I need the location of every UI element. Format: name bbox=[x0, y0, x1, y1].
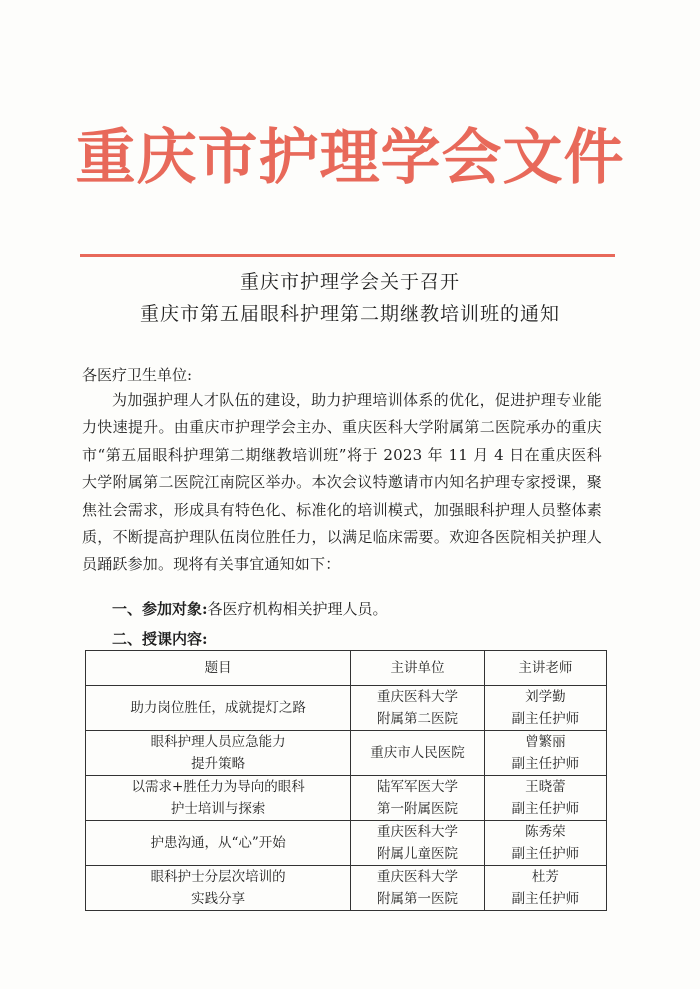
cell-unit-line: 重庆医科大学 bbox=[377, 824, 459, 840]
cell-teacher-line: 陈秀荣 bbox=[525, 824, 566, 840]
cell-teacher-line: 曾繁丽 bbox=[525, 734, 566, 750]
table-row bbox=[86, 686, 607, 731]
cell-topic bbox=[86, 821, 351, 866]
cell-topic-line: 眼科护理人员应急能力 bbox=[150, 734, 286, 750]
cell-topic-line: 护患沟通，从“心”开始 bbox=[150, 835, 286, 851]
lecture-table bbox=[85, 650, 607, 911]
table-body bbox=[86, 686, 607, 911]
cell-topic-line: 实践分享 bbox=[191, 891, 246, 907]
table-row bbox=[86, 776, 607, 821]
cell-unit-line: 附属儿童医院 bbox=[377, 846, 459, 862]
cell-teacher bbox=[484, 821, 606, 866]
cell-unit bbox=[351, 731, 484, 776]
section-lectures-label: 二、授课内容: bbox=[112, 630, 208, 648]
cell-teacher-line: 副主任护师 bbox=[511, 711, 580, 727]
cell-unit-line: 附属第一医院 bbox=[377, 891, 459, 907]
cell-teacher-line: 杜芳 bbox=[531, 869, 559, 885]
table-row bbox=[86, 821, 607, 866]
cell-topic-line: 助力岗位胜任，成就提灯之路 bbox=[130, 700, 306, 716]
cell-unit bbox=[351, 821, 484, 866]
cell-unit bbox=[351, 866, 484, 911]
cell-topic-line: 护士培训与探索 bbox=[170, 801, 266, 817]
salutation: 各医疗卫生单位: bbox=[82, 366, 193, 384]
cell-topic bbox=[86, 686, 351, 731]
cell-teacher bbox=[484, 776, 606, 821]
section-lectures bbox=[112, 628, 208, 650]
cell-unit-line: 重庆医科大学 bbox=[377, 869, 459, 885]
section-participants-text: 各医疗机构相关护理人员。 bbox=[207, 600, 388, 618]
notice-title-line2: 重庆市第五届眼科护理第二期继教培训班的通知 bbox=[139, 303, 560, 325]
cell-unit-line: 重庆市人民医院 bbox=[370, 745, 465, 761]
cell-teacher bbox=[484, 686, 606, 731]
cell-teacher-line: 王晓蕾 bbox=[525, 779, 566, 795]
cell-topic-line: 提升策略 bbox=[191, 756, 246, 772]
cell-topic-line: 以需求+胜任力为导向的眼科 bbox=[131, 779, 305, 795]
table-header-row bbox=[86, 651, 607, 686]
notice-title-line1: 重庆市护理学会关于召开 bbox=[239, 271, 460, 293]
cell-teacher bbox=[484, 866, 606, 911]
cell-unit bbox=[351, 776, 484, 821]
cell-teacher-line: 副主任护师 bbox=[511, 801, 580, 817]
cell-teacher-line: 副主任护师 bbox=[511, 891, 580, 907]
header-teacher: 主讲老师 bbox=[484, 651, 606, 686]
cell-unit-line: 第一附属医院 bbox=[377, 801, 459, 817]
cell-teacher bbox=[484, 731, 606, 776]
section-participants bbox=[112, 598, 388, 620]
cell-teacher-line: 刘学勤 bbox=[525, 689, 566, 705]
cell-topic bbox=[86, 866, 351, 911]
cell-teacher-line: 副主任护师 bbox=[511, 846, 580, 862]
table-row bbox=[86, 866, 607, 911]
cell-topic bbox=[86, 731, 351, 776]
masthead-title: 重庆市护理学会文件 bbox=[75, 123, 625, 193]
cell-unit-line: 陆军军医大学 bbox=[377, 779, 459, 795]
cell-topic bbox=[86, 776, 351, 821]
cell-unit-line: 附属第二医院 bbox=[377, 711, 459, 727]
table-row bbox=[86, 731, 607, 776]
cell-topic-line: 眼科护士分层次培训的 bbox=[150, 869, 286, 885]
cell-unit bbox=[351, 686, 484, 731]
body-paragraph: 为加强护理人才队伍的建设，助力护理培训体系的优化，促进护理专业能力快速提升。由重庆市护理学会主办、重庆医科大学附属第二医院承办的重庆市“第五届眼科护理第二期继教培训班”将于 2023 年 11 月 4 日在重庆医科大学附属第二医院江南院区举办。本次会议特邀请市内知名护理专家授课，聚焦社会需求，形成具有特色化、标准化的培训模式，加强眼科护理人员整体素质，不断提高护理队伍岗位胜任力，以满足临床需要。欢迎各医院相关护理人员踊跃参加。现将有关事宜通知如下： bbox=[82, 391, 602, 574]
red-divider bbox=[80, 254, 615, 257]
cell-unit-line: 重庆医科大学 bbox=[377, 689, 459, 705]
header-topic: 题目 bbox=[86, 651, 351, 686]
header-unit: 主讲单位 bbox=[351, 651, 484, 686]
section-participants-label: 一、参加对象: bbox=[112, 600, 208, 618]
cell-teacher-line: 副主任护师 bbox=[511, 756, 580, 772]
